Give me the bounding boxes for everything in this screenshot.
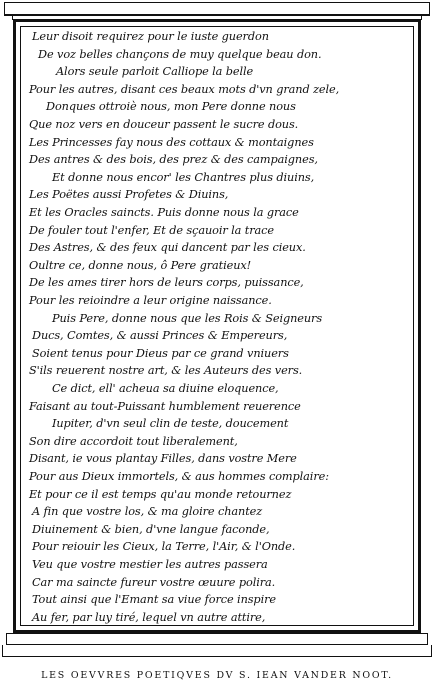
verse-line: Donques ottroiè nous, mon Pere donne nous (46, 100, 296, 114)
verse-line: Diuinement & bien, d'vne langue faconde, (32, 522, 270, 536)
verse-line: Pour les autres, disant ces beaux mots d'vn grand zele, (29, 82, 340, 96)
verse-line: Des antres & des bois, des prez & des campaignes, (29, 153, 318, 167)
verse-line: Et les Oracles saincts. Puis donne nous la grace (29, 206, 299, 219)
frame-base-lower (2, 645, 432, 657)
verse-line: Pour les reioindre a leur origine naissance. (29, 294, 272, 307)
verse-line: Faisant au tout-Puissant humblement reuerence (29, 399, 301, 413)
verse-line: Pour reiouir les Cieux, la Terre, l'Air, & l'Onde. (32, 540, 296, 554)
verse-line: De fouler tout l'enfer, Et de sçauoir la trace (29, 223, 274, 237)
verse-line: Son dire accordoit tout liberalement, (29, 434, 238, 448)
verse-line: Et donne nous encor' les Chantres plus diuins, (52, 170, 315, 184)
verse-block (24, 30, 414, 630)
verse-line: Pour aus Dieux immortels, & aus hommes complaire: (29, 470, 329, 483)
verse-line: Soient tenus pour Dieus par ce grand vniuers (32, 346, 289, 360)
verse-line: Tout ainsi que l'Emant sa viue force inspire (32, 593, 276, 607)
verse-line: Ce dict, ell' acheua sa diuine eloquence, (52, 382, 279, 395)
verse-line: Car ma saincte fureur vostre œuure polira. (32, 575, 276, 589)
verse-line: Que noz vers en douceur passent le sucre dous. (29, 118, 299, 131)
frame-cornice (4, 2, 430, 16)
verse-line: Puis Pere, donne nous que les Rois & Seigneurs (52, 311, 323, 325)
verse-line: Oultre ce, donne nous, ô Pere gratieux! (29, 258, 252, 272)
verse-line: Ducs, Comtes, & aussi Princes & Empereurs, (32, 329, 288, 343)
verse-line: Au fer, par luy tiré, lequel vn autre attire, (32, 610, 266, 624)
verse-line: S'ils reuerent nostre art, & les Auteurs des vers. (29, 364, 303, 378)
verse-line: Iupiter, d'vn seul clin de teste, doucement (52, 417, 289, 431)
running-footer: LES OEVVRES POETIQVES DV S. IEAN VANDER NOOT. (41, 670, 393, 681)
verse-line: De voz belles chançons de muy quelque beau don. (38, 47, 322, 61)
verse-line: Veu que vostre mestier les autres passera (32, 558, 268, 571)
verse-line: Alors seule parloit Calliope la belle (56, 65, 254, 79)
frame-base-upper (6, 633, 428, 645)
verse-line: Leur disoit requirez pour le iuste guerdon (32, 30, 269, 43)
verse-line: De les ames tirer hors de leurs corps, puissance, (29, 276, 304, 290)
verse-line: Disant, ie vous plantay Filles, dans vostre Mere (29, 452, 297, 466)
verse-line: A fin que vostre los, & ma gloire chantez (32, 505, 263, 519)
verse-line: Les Poëtes aussi Profetes & Diuins, (29, 188, 229, 202)
verse-line: Les Princesses fay nous des cottaux & montaignes (29, 135, 314, 149)
verse-line: Et pour ce il est temps qu'au monde retournez (29, 487, 292, 501)
verse-line: Des Astres, & des feux qui dancent par les cieux. (29, 241, 306, 255)
